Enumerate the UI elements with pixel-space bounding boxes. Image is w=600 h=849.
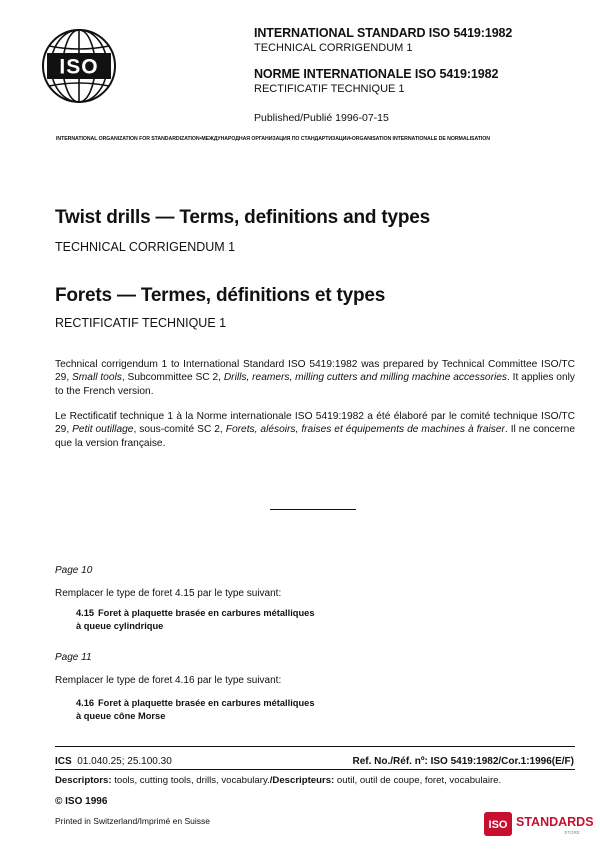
drill-type-item [76,607,315,632]
replace-instruction: Remplacer le type de foret 4.15 par le type suivant: [55,588,282,599]
badge-iso-text: ISO [488,819,508,831]
badge-standards-text: STANDARDS [516,815,594,829]
drill-type-item [76,697,315,722]
header-en-subtitle: TECHNICAL CORRIGENDUM 1 [254,42,413,54]
copyright: © ISO 1996 [55,796,108,807]
drill-type-line: Foret à plaquette brasée en carbures métalliques [98,608,315,618]
replace-instruction: Remplacer le type de foret 4.16 par le type suivant: [55,675,282,686]
paragraph-en: Technical corrigendum 1 to International Standard ISO 5419:1982 was prepared by Technical Committee ISO/TC 29, Small tools, Subcommittee SC 2, Drills, reamers, milling cutters and milling machine accessories. It applies only to the French version. [55,359,575,397]
badge-store-text: STORE [564,830,580,835]
iso-logo-text: ISO [59,55,99,79]
separator-rule [270,509,356,510]
standards-store-badge [484,812,594,836]
drill-type-line: à queue cylindrique [76,620,164,631]
title-fr: Forets — Termes, définitions et types [55,285,386,306]
title-en: Twist drills — Terms, definitions and types [55,207,430,228]
subtitle-fr: RECTIFICATIF TECHNIQUE 1 [55,316,227,330]
drill-type-number: 4.15 [76,608,95,618]
header-fr-subtitle: RECTIFICATIF TECHNIQUE 1 [254,83,405,95]
iso-logo [41,28,117,104]
footer-rule-bottom [55,769,575,770]
drill-type-line: Foret à plaquette brasée en carbures métalliques [98,698,315,708]
header-en-title: INTERNATIONAL STANDARD ISO 5419:1982 [254,26,513,40]
page-reference: Page 11 [55,652,92,663]
printed-in: Printed in Switzerland/Imprimé en Suisse [55,816,210,826]
descriptors: Descriptors: tools, cutting tools, drills, vocabulary./Descripteurs: outil, outil de coupe, foret, vocabulaire. [55,775,502,786]
drill-type-number: 4.16 [76,698,95,708]
subtitle-en: TECHNICAL CORRIGENDUM 1 [55,240,236,254]
footer-rule-top [55,746,575,747]
ics-code: ICS 01.040.25; 25.100.30 [55,756,172,767]
organization-line: INTERNATIONAL ORGANIZATION FOR STANDARDIZATION•МЕЖДУНАРОДНАЯ ОРГАНИЗАЦИЯ ПО СТАНДАРТИЗАЦИИ•ORGANISATION INTERNATIONALE DE NORMALISATION [56,136,490,142]
published-date: Published/Publié 1996-07-15 [254,112,389,124]
drill-type-line: à queue cône Morse [76,710,166,721]
page-reference: Page 10 [55,565,93,576]
header-fr-title: NORME INTERNATIONALE ISO 5419:1982 [254,67,499,81]
reference-number: Ref. No./Réf. nº: ISO 5419:1982/Cor.1:1996(E/F) [352,756,574,767]
paragraph-fr: Le Rectificatif technique 1 à la Norme internationale ISO 5419:1982 a été élaboré par le comité technique ISO/TC 29, Petit outillage, sous-comité SC 2, Forets, alésoirs, fraises et équipements de machines à fraiser. Il ne concerne que la version française. [55,411,576,449]
